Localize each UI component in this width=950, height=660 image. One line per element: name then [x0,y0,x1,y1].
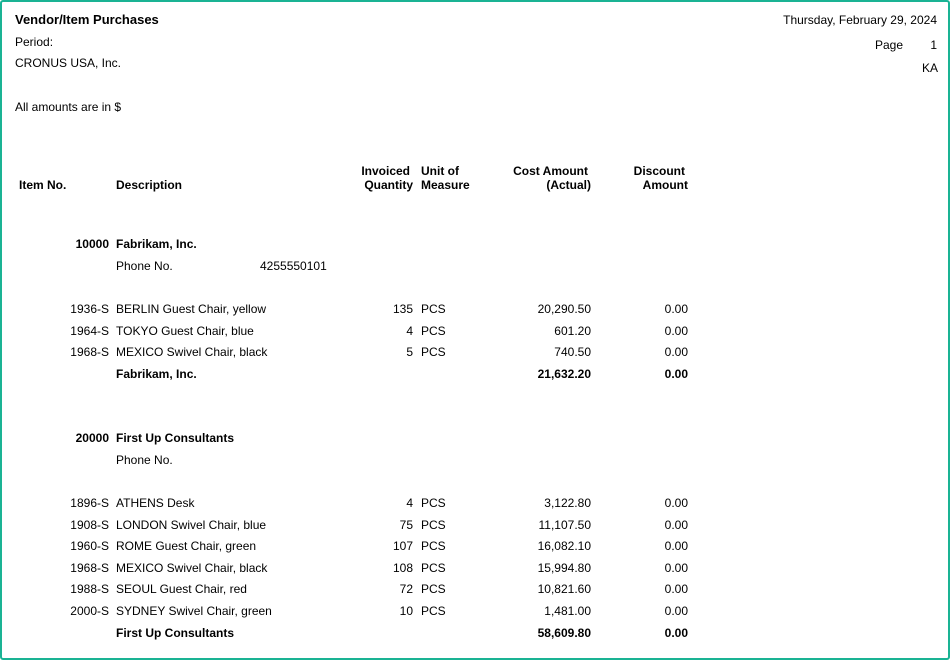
item-description: ATHENS Desk [116,496,195,510]
item-description: ROME Guest Chair, green [116,539,257,553]
item-uom: PCS [421,582,446,596]
phone-label: Phone No. [116,259,173,273]
col-invoiced-quantity-2: Quantity [364,178,413,192]
vendor-no: 10000 [75,237,109,251]
item-quantity: 75 [399,518,413,532]
item-uom: PCS [421,324,446,338]
item-cost: 3,122.80 [544,496,591,510]
vendor-no: 20000 [75,431,109,445]
col-unit-of-measure-2: Measure [421,178,470,192]
item-discount: 0.00 [664,345,688,359]
item-discount: 0.00 [664,518,688,532]
item-discount: 0.00 [664,496,688,510]
user-id: KA [921,61,938,75]
item-no: 1908-S [70,518,109,532]
col-discount-amount-2: Amount [642,178,688,192]
item-uom: PCS [421,518,446,532]
item-uom: PCS [421,345,446,359]
item-discount: 0.00 [664,324,688,338]
item-description: LONDON Swivel Chair, blue [116,518,267,532]
item-description: BERLIN Guest Chair, yellow [116,302,267,316]
item-no: 1988-S [70,582,109,596]
period-label: Period: [15,35,54,49]
item-cost: 10,821.60 [537,582,591,596]
item-description: SYDNEY Swivel Chair, green [116,604,272,618]
item-uom: PCS [421,604,446,618]
item-description: SEOUL Guest Chair, red [116,582,247,596]
item-cost: 601.20 [554,324,591,338]
col-cost-amount-1: Cost Amount [513,164,588,178]
item-no: 2000-S [70,604,109,618]
col-invoiced-quantity-1: Invoiced [361,164,410,178]
item-cost: 740.50 [554,345,591,359]
col-description: Description [116,178,183,192]
item-quantity: 108 [392,561,413,575]
item-no: 1968-S [70,345,109,359]
vendor-name: Fabrikam, Inc. [116,237,197,251]
phone-value: 4255550101 [260,259,327,273]
company-name: CRONUS USA, Inc. [15,56,122,70]
item-quantity: 107 [392,539,413,553]
phone-label: Phone No. [116,453,173,467]
item-quantity: 10 [399,604,413,618]
item-discount: 0.00 [664,604,688,618]
page-number: 1 [930,38,937,52]
item-no: 1936-S [70,302,109,316]
item-cost: 1,481.00 [544,604,591,618]
vendor-total-discount: 0.00 [664,626,688,640]
item-no: 1896-S [70,496,109,510]
col-cost-amount-2: (Actual) [546,178,591,192]
page-label: Page [875,38,904,52]
item-description: TOKYO Guest Chair, blue [116,324,254,338]
vendor-total-discount: 0.00 [664,367,688,381]
amounts-note: All amounts are in $ [15,100,122,114]
item-uom: PCS [421,496,446,510]
report-title: Vendor/Item Purchases [15,12,159,27]
item-quantity: 5 [406,345,413,359]
col-unit-of-measure-1: Unit of [421,164,459,178]
vendor-total-label: Fabrikam, Inc. [116,367,197,381]
item-description: MEXICO Swivel Chair, black [116,345,268,359]
vendor-total-label: First Up Consultants [116,626,235,640]
item-quantity: 4 [406,496,413,510]
col-item-no: Item No. [19,178,67,192]
item-quantity: 135 [392,302,413,316]
item-uom: PCS [421,561,446,575]
item-no: 1964-S [70,324,109,338]
item-description: MEXICO Swivel Chair, black [116,561,268,575]
item-discount: 0.00 [664,302,688,316]
item-discount: 0.00 [664,539,688,553]
item-discount: 0.00 [664,582,688,596]
item-no: 1960-S [70,539,109,553]
report-date: Thursday, February 29, 2024 [783,13,937,27]
item-cost: 16,082.10 [537,539,591,553]
item-cost: 15,994.80 [537,561,591,575]
vendor-total-cost: 21,632.20 [537,367,591,381]
item-quantity: 72 [399,582,413,596]
item-uom: PCS [421,539,446,553]
vendor-total-cost: 58,609.80 [537,626,591,640]
item-no: 1968-S [70,561,109,575]
col-discount-amount-1: Discount [633,164,685,178]
item-quantity: 4 [406,324,413,338]
vendor-name: First Up Consultants [116,431,235,445]
item-discount: 0.00 [664,561,688,575]
item-uom: PCS [421,302,446,316]
item-cost: 11,107.50 [538,518,591,532]
item-cost: 20,290.50 [537,302,591,316]
